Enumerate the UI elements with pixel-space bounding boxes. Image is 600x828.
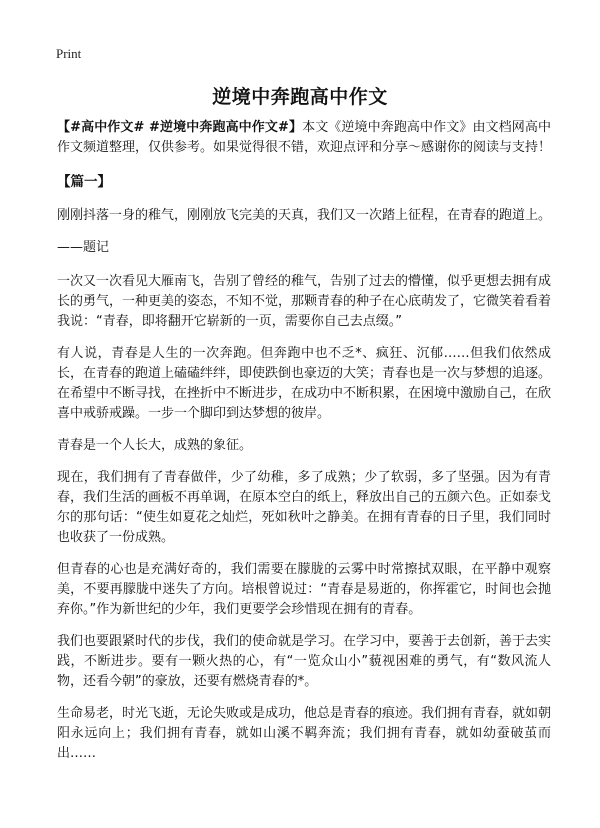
intro-tags: 【#高中作文# #逆境中奔跑高中作文#】 [57, 120, 303, 135]
article-body [57, 118, 551, 776]
print-label: Print [56, 46, 82, 61]
body-paragraph: 现在，我们拥有了青春做伴，少了幼稚，多了成熟；少了软弱，多了坚强。因为有青春，我们生活的画板不再单调，在原本空白的纸上，释放出自己的五颜六色。正如泰戈尔的那句话：“使生如夏花之灿烂，死如秋叶之静美。在拥有青春的日子里，我们同时也收获了一份成熟。 [57, 470, 552, 545]
article-title: 逆境中奔跑高中作文 [212, 86, 388, 108]
body-paragraph: 有人说，青春是人生的一次奔跑。但奔跑中也不乏*、疯狂、沉郁……但我们依然成长，在青春的跑道上磕磕绊绊，即使跌倒也豪迈的大笑；青春也是一次与梦想的追逐。在希望中不断寻找，在挫折中不断进步，在成功中不断积累，在困境中激励自己，在欣喜中戒骄戒躁。一步一个脚印到达梦想的彼岸。 [57, 346, 552, 421]
intro-text: 本文《逆境中奔跑高中作文》由文档网高中作文频道整理，仅供参考。如果觉得很不错，欢迎点评和分享～感谢你的阅读与支持！ [57, 120, 552, 155]
body-paragraph: 一次又一次看见大雁南飞，告别了曾经的稚气，告别了过去的懵懂，似乎更想去拥有成长的勇气，一种更美的姿态，不知不觉，那颗青春的种子在心底萌发了，它微笑着看着我说：“青春，即将翻开它崭新的一页，需要你自己去点缀。” [57, 274, 552, 329]
body-paragraph: 我们也要跟紧时代的步伐，我们的使命就是学习。在学习中，要善于去创新，善于去实践，不断进步。要有一颗火热的心，有“一览众山小”藐视困难的勇气，有“数风流人物，还看今朝”的豪放，还要有燃烧青春的*。 [57, 634, 552, 689]
epigraph-attribution: ——题记 [57, 240, 110, 255]
section-heading: 【篇一】 [57, 174, 111, 190]
intro-paragraph [57, 118, 551, 158]
body-paragraph: 但青春的心也是充满好奇的，我们需要在朦胧的云雾中时常擦拭双眼，在平静中观察美，不要再朦胧中迷失了方向。培根曾说过：“青春是易逝的，你挥霍它，时间也会抛弃你。”作为新世纪的少年，我们更要学会珍惜现在拥有的青春。 [57, 562, 551, 617]
body-paragraph: 刚刚抖落一身的稚气，刚刚放飞完美的天真，我们又一次踏上征程，在青春的跑道上。 [57, 208, 552, 223]
body-paragraph: 生命易老，时光飞逝，无论失败或是成功，他总是青春的痕迹。我们拥有青春，就如朝阳永远向上；我们拥有青春，就如山溪不羁奔流；我们拥有青春，就如幼蚕破茧而出…… [57, 706, 552, 761]
body-paragraph: 青春是一个人长大，成熟的象征。 [57, 438, 253, 453]
